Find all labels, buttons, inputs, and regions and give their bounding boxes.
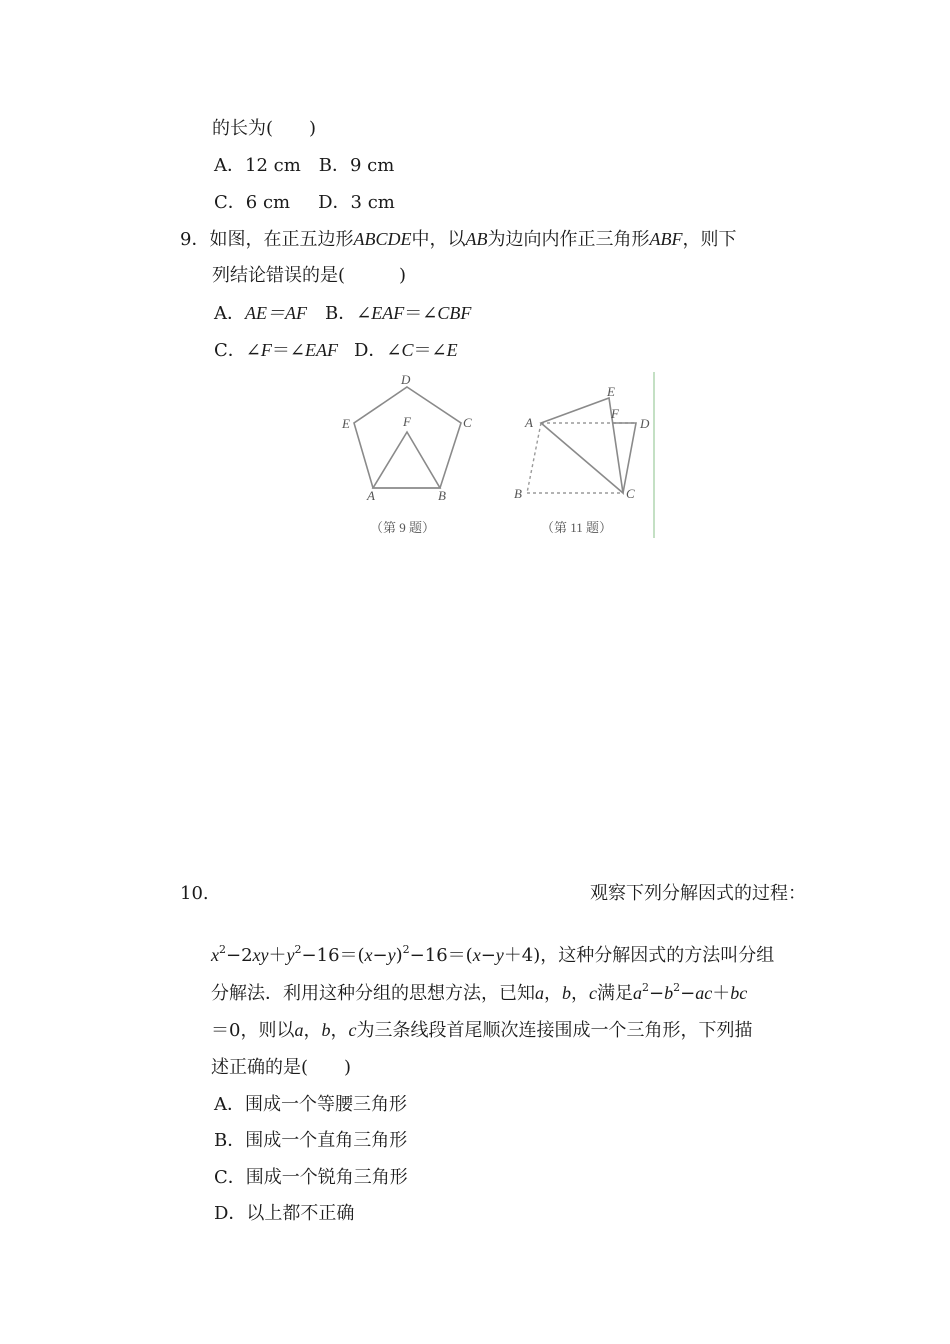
pentagon-abcde bbox=[354, 387, 461, 488]
fig9-label-f: F bbox=[403, 414, 411, 429]
q9-text: 如图，在正五边形 bbox=[209, 229, 354, 250]
q10-var: x bbox=[472, 945, 481, 965]
q10-text: ＋ bbox=[268, 945, 287, 966]
fig9-caption: （第 9 题） bbox=[370, 520, 436, 535]
q9-option-b-label: B．∠ bbox=[324, 303, 372, 324]
q9-var: ABCDE bbox=[353, 229, 412, 249]
q10-line1 bbox=[211, 943, 774, 968]
q10-var: x bbox=[211, 945, 219, 965]
q9-option-d-label: D．∠ bbox=[353, 340, 402, 361]
q10-sup: 2 bbox=[294, 943, 302, 956]
q9-var: AB bbox=[465, 229, 488, 249]
q10-var: a bbox=[535, 983, 544, 1003]
q10-sup: 2 bbox=[402, 943, 410, 956]
fig11-label-a: A bbox=[525, 415, 533, 430]
q10-line2 bbox=[211, 981, 747, 1006]
fig9-label-c: C bbox=[463, 415, 472, 430]
q9-option-c-var: F bbox=[260, 340, 272, 360]
q10-text: ， bbox=[571, 983, 589, 1004]
fig11-label-b: B bbox=[514, 486, 522, 501]
q9-option-a-label: A． bbox=[214, 303, 245, 324]
q9-text: 中，以 bbox=[411, 229, 466, 250]
q10-text: − bbox=[680, 983, 696, 1004]
q10-var: bc bbox=[730, 983, 748, 1003]
q9-option-a: AE＝AF bbox=[245, 303, 307, 323]
fig11-caption: （第 11 题） bbox=[541, 520, 613, 535]
q9-var: ABF bbox=[649, 229, 683, 249]
q10-var: a bbox=[633, 983, 642, 1003]
fig11-dashed-ab bbox=[527, 423, 541, 493]
q9-text: ，则下 bbox=[682, 229, 737, 250]
q10-option-d: D．以上都不正确 bbox=[214, 1203, 355, 1224]
q8-options-row2 bbox=[214, 191, 395, 215]
q10-intro: 观察下列分解因式的过程： bbox=[590, 883, 806, 904]
figure-11 bbox=[505, 370, 665, 545]
fig11-label-d: D bbox=[640, 416, 650, 431]
q10-var: c bbox=[589, 983, 597, 1003]
q10-text: ， bbox=[330, 1020, 349, 1041]
q10-number: 10. bbox=[180, 883, 209, 904]
q10-text: −16＝( bbox=[301, 945, 365, 966]
q8-option-a: A．12 cm bbox=[214, 155, 301, 176]
q9-options-row2 bbox=[214, 338, 458, 363]
q10-sup: 2 bbox=[219, 943, 226, 956]
q9-option-b-var: EAF bbox=[371, 303, 405, 323]
q10-text: −2 bbox=[226, 945, 253, 966]
q9-options-row1 bbox=[214, 301, 471, 326]
q8-options-row1 bbox=[214, 154, 394, 178]
q10-text: 为三条线段首尾顺次连接围成一个三角形，下列描 bbox=[356, 1020, 753, 1041]
q8-option-d: D．3 cm bbox=[318, 192, 395, 213]
q10-text: ＋ bbox=[712, 983, 731, 1004]
q10-text: ＝0，则以 bbox=[211, 1020, 295, 1041]
triangle-abf bbox=[373, 432, 440, 488]
q9-option-c-label: C．∠ bbox=[214, 340, 261, 361]
q9-text: 为边向内作正三角形 bbox=[487, 229, 650, 250]
q10-var: c bbox=[348, 1020, 357, 1040]
q10-text: − bbox=[649, 983, 665, 1004]
fig11-fold-fdc bbox=[612, 423, 636, 493]
fig9-label-d: D bbox=[401, 372, 411, 387]
q10-text: 分解法．利用这种分组的思想方法，已知 bbox=[211, 983, 535, 1004]
q9-option-b-var: CBF bbox=[437, 303, 472, 323]
q8-stem-tail: 的长为( ) bbox=[212, 118, 317, 139]
fig11-label-c: C bbox=[626, 486, 635, 501]
q10-var: b bbox=[321, 1020, 331, 1040]
q9-option-d-var: E bbox=[446, 340, 458, 360]
q10-var: y bbox=[495, 945, 504, 965]
q8-option-b: B．9 cm bbox=[318, 155, 395, 176]
q10-text: −16＝( bbox=[409, 945, 473, 966]
q9-number: 9． bbox=[180, 229, 210, 250]
q8-option-c: C．6 cm bbox=[214, 192, 291, 213]
q9-option-d-var: C bbox=[401, 340, 414, 360]
fig11-label-f: F bbox=[611, 406, 619, 421]
q10-text: 满足 bbox=[597, 983, 633, 1004]
q9-option-c-op: ＝∠ bbox=[271, 340, 305, 361]
figure-9 bbox=[330, 370, 490, 545]
q10-var: xy bbox=[252, 945, 269, 965]
q10-var: ac bbox=[695, 983, 713, 1003]
q10-sup: 2 bbox=[673, 981, 681, 994]
q9-stem-line1 bbox=[180, 227, 736, 252]
fig9-label-e: E bbox=[342, 416, 350, 431]
q10-option-b: B．围成一个直角三角形 bbox=[214, 1130, 408, 1151]
q10-var: y bbox=[286, 945, 295, 965]
q10-sup: 2 bbox=[642, 981, 649, 994]
q10-var: x bbox=[364, 945, 373, 965]
q10-var: b bbox=[562, 983, 571, 1003]
q10-var: a bbox=[294, 1020, 304, 1040]
fig11-label-e: E bbox=[607, 384, 615, 399]
q10-text: ＋4)，这种分解因式的方法叫分组 bbox=[503, 945, 775, 966]
q9-stem-line2: 列结论错误的是( ) bbox=[212, 265, 407, 286]
q9-option-d-op: ＝∠ bbox=[413, 340, 447, 361]
fig9-label-a: A bbox=[367, 488, 375, 503]
q10-text: ) bbox=[395, 945, 403, 966]
q10-text: − bbox=[480, 945, 496, 966]
q10-option-a: A．围成一个等腰三角形 bbox=[214, 1094, 407, 1115]
q10-line3 bbox=[211, 1018, 752, 1043]
q9-option-c-var: EAF bbox=[304, 340, 338, 360]
q10-text: ， bbox=[544, 983, 562, 1004]
fig9-label-b: B bbox=[438, 488, 446, 503]
q10-line4: 述正确的是( ) bbox=[211, 1057, 352, 1078]
q10-var: b bbox=[664, 983, 674, 1003]
q10-text: − bbox=[372, 945, 388, 966]
q10-var: y bbox=[387, 945, 396, 965]
q10-option-c: C．围成一个锐角三角形 bbox=[214, 1167, 408, 1188]
q10-text: ， bbox=[303, 1020, 322, 1041]
q9-option-b-op: ＝∠ bbox=[404, 303, 438, 324]
